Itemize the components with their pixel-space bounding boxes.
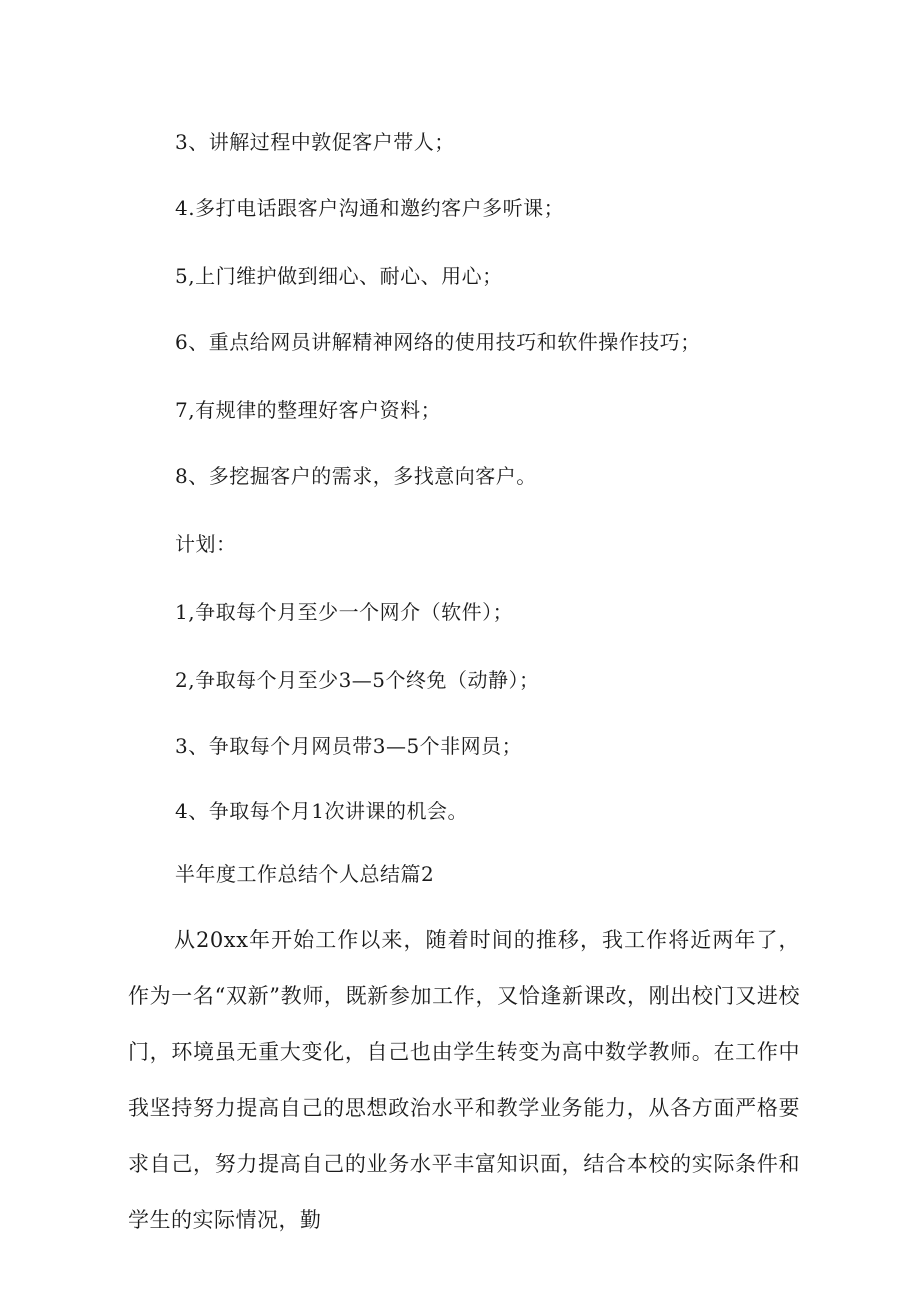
plan-label: 计划： (175, 532, 237, 556)
section-title: 半年度工作总结个人总结篇2 (175, 862, 435, 886)
list-item: 6、重点给网员讲解精神网络的使用技巧和软件操作技巧； (175, 330, 701, 354)
plan-item: 4、争取每个月1次讲课的机会。 (175, 799, 468, 823)
list-item: 5,上门维护做到细心、耐心、用心； (175, 264, 503, 288)
list-item: 4.多打电话跟客户沟通和邀约客户多听课； (175, 196, 565, 220)
list-item: 8、多挖掘客户的需求，多找意向客户。 (175, 464, 537, 488)
list-item: 3、讲解过程中敦促客户带人； (175, 130, 455, 154)
body-paragraph: 从20xx年开始工作以来，随着时间的推移，我工作将近两年了，作为一名“双新”教师，既新参加工作，又恰逢新课改，刚出校门又进校门，环境虽无重大变化，自己也由学生转变为高中数学教师。在工作中我坚持努力提高自己的思想政治水平和教学业务能力，从各方面严格要求自己，努力提高自己的业务水平丰富知识面，结合本校的实际条件和学生的实际情况，勤 (128, 928, 800, 1232)
list-item: 7,有规律的整理好客户资料； (175, 398, 442, 422)
plan-item: 1,争取每个月至少一个网介（软件）； (175, 600, 514, 624)
plan-item: 2,争取每个月至少3—5个终免（动静）； (175, 668, 540, 692)
plan-item: 3、争取每个月网员带3—5个非网员； (175, 734, 523, 758)
